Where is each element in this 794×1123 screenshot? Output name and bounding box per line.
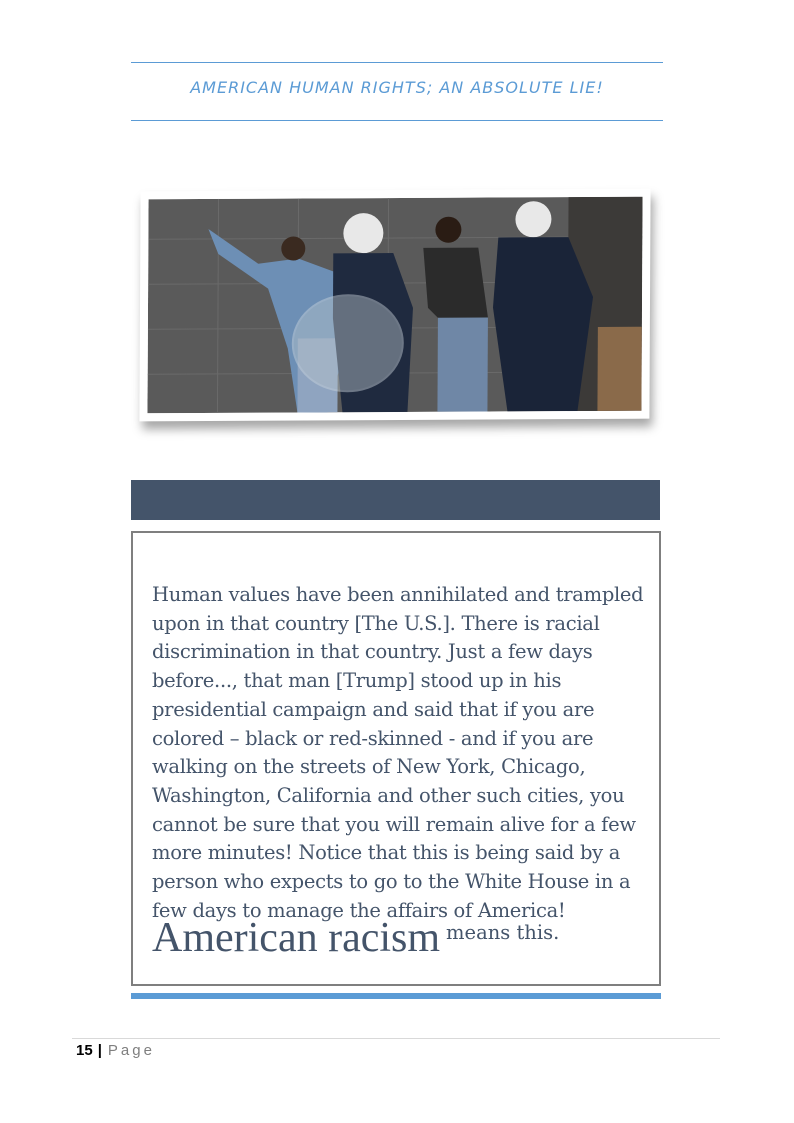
- quote-tail-line: [152, 914, 559, 962]
- quote-box: [131, 531, 661, 986]
- photo-frame: [139, 189, 650, 422]
- header-bottom-rule: [131, 120, 663, 121]
- quote-emphasis: American racism: [152, 915, 441, 961]
- footer-separator: |: [97, 1042, 102, 1059]
- header-top-rule: [131, 62, 663, 63]
- page-header-title: AMERICAN HUMAN RIGHTS; AN ABSOLUTE LIE!: [190, 78, 604, 97]
- section-banner: [131, 480, 660, 520]
- photo-container: [139, 189, 650, 422]
- quote-tail: means this.: [446, 921, 560, 944]
- page-footer: [76, 1042, 155, 1059]
- police-arrest-photo: [147, 197, 642, 414]
- page-label: Page: [107, 1042, 155, 1059]
- footer-rule: [72, 1038, 720, 1039]
- quote-bottom-bar: [131, 993, 661, 999]
- page-number: 15: [76, 1042, 93, 1059]
- quote-body: Human values have been annihilated and trampled upon in that country [The U.S.]. There is racial discrimination in that country. Just a few days before..., that man [Trump] stood up in his presidential campaign and said that if you are colored – black or red-skinned - and if you are walking on the streets of New York, Chicago, Washington, California and other such cities, you cannot be sure that you will remain alive for a few more minutes! Notice that this is being said by a person who expects to go to the White House in a few days to manage the affairs of America!: [152, 583, 644, 922]
